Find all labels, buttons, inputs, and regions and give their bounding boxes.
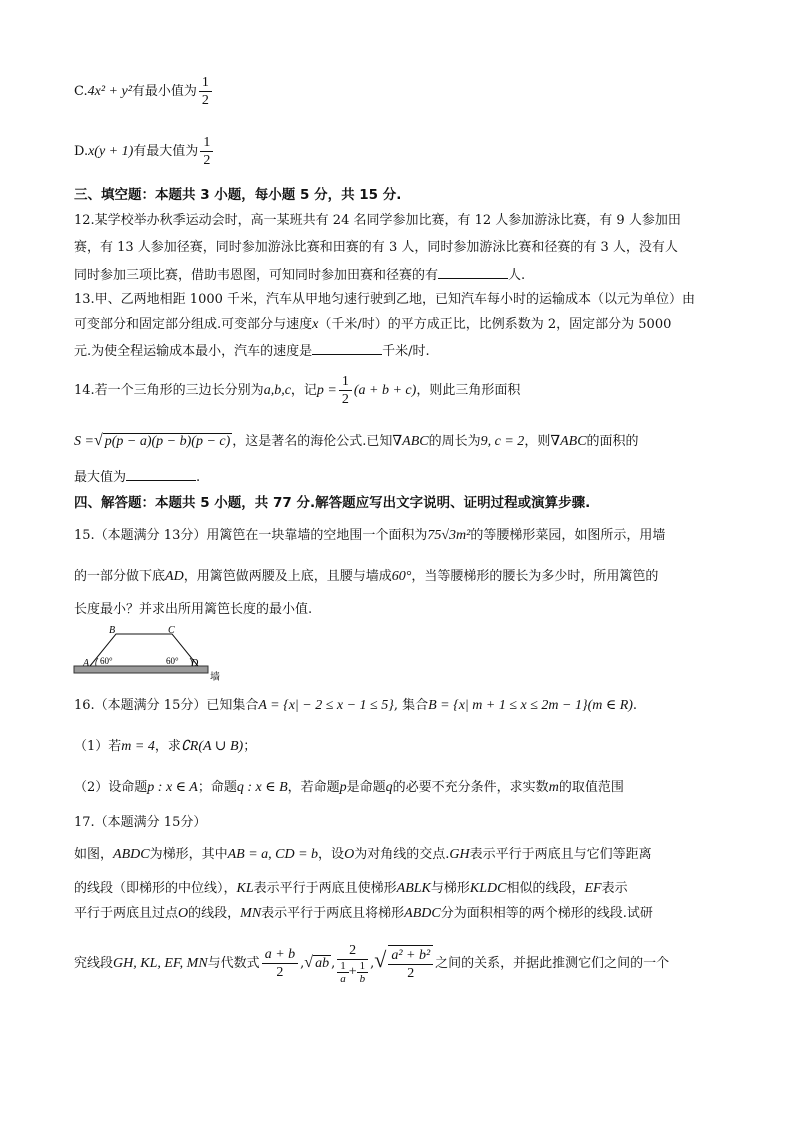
q12-line3: 同时参加三项比赛，借助韦恩图，可知同时参加田赛和径赛的有 人. bbox=[74, 268, 526, 283]
section-4-title: 四、解答题：本题共 5 小题，共 77 分.解答题应写出文字说明、证明过程或演算步骤. bbox=[74, 495, 591, 511]
label-angle-a: 60° bbox=[100, 656, 113, 666]
heron-radicand: p(p − a)(p − b)(p − c) bbox=[104, 434, 231, 449]
q14-line1: 14.若一个三角形的三边长分别为a,b,c，记p = $\frac{1}{2}$ (a + b + c)，则此三角形面积 bbox=[74, 374, 521, 407]
q17-arith-mean: $\frac{a + b}{2}$ bbox=[262, 946, 298, 981]
q15-line3: 长度最小？并求出所用篱笆长度的最小值. bbox=[74, 602, 313, 617]
q15-line2: 的一部分做下底AD，用篱笆做两腰及上底，且腰与墙成60°，当等腰梯形的腰长为多少时，所用篱笆的 bbox=[74, 569, 659, 584]
option-d-expr: x(y + 1) bbox=[88, 144, 134, 159]
q17-line2: 的线段（即梯形的中位线），KL表示平行于两底且使梯形ABLK与梯形KLDC相似的线段，EF表示 bbox=[74, 881, 628, 896]
label-a: A bbox=[83, 658, 90, 669]
q17-quad-mean: $\frac{\text{a² + b²}}{2}$ bbox=[388, 945, 433, 982]
q12-answer-blank bbox=[438, 266, 508, 279]
option-c-expr: 4x² + y² bbox=[87, 84, 132, 99]
q12-line1: 12.某学校举办秋季运动会时，高一某班共有 24 名同学参加比赛，有 12 人参加游泳比赛，有 9 人参加田 bbox=[74, 213, 681, 228]
label-c: C bbox=[168, 625, 175, 636]
wall-rect bbox=[74, 666, 208, 673]
q13-answer-blank bbox=[312, 342, 382, 355]
label-d: D bbox=[191, 658, 199, 669]
q14-line3: 最大值为 . bbox=[74, 470, 201, 485]
q17-geo-mean: ab bbox=[315, 956, 330, 971]
option-d-label: D. bbox=[74, 144, 89, 159]
q16-line1: 16.（本题满分 15分）已知集合A = {x| − 2 ≤ x − 1 ≤ 5}, 集合B = {x| m + 1 ≤ x ≤ 2m − 1}(m ∈ R). bbox=[74, 698, 638, 713]
q14-answer-blank bbox=[126, 468, 196, 481]
label-wall: 墙 bbox=[210, 672, 220, 683]
sqrt-sign: √ bbox=[374, 947, 387, 972]
sqrt-sign: √ bbox=[304, 954, 314, 971]
q14-half-fraction: $\frac{1}{2}$ bbox=[339, 373, 352, 408]
q16-part1: （1）若m = 4，求∁R(A ∪ B)； bbox=[74, 739, 257, 754]
q17-line1: 如图，ABDC为梯形，其中AB = a, CD = b，设O为对角线的交点.GH表示平行于两底且与它们等距离 bbox=[74, 847, 652, 862]
trapezoid-figure bbox=[70, 622, 230, 684]
option-c bbox=[74, 74, 214, 109]
option-d bbox=[74, 134, 215, 169]
option-c-label: C. bbox=[74, 84, 88, 99]
option-c-fraction: $\frac{1}{2}$ bbox=[199, 74, 212, 109]
option-d-text: 有最大值为 bbox=[133, 144, 199, 159]
label-angle-d: 60° bbox=[166, 656, 179, 666]
q17-header: 17.（本题满分 15分） bbox=[74, 815, 207, 830]
q17-line4: 究线段GH, KL, EF, MN与代数式 $\frac{a + b}{2}$ ,√ ab , 2 $\frac{1}{a}$ + $\frac{1}{b}$ ,√ $\frac{\text{a² + b²}}{2}$ 之间的关系，并据此推测它们之间的一个 bbox=[74, 943, 670, 985]
q15-line1: 15.（本题满分 13分）用篱笆在一块靠墙的空地围一个面积为75√3m²的等腰梯形菜园，如图所示，用墙 bbox=[74, 528, 666, 543]
section-3-title: 三、填空题：本题共 3 小题，每小题 5 分，共 15 分. bbox=[74, 187, 402, 203]
q16-part2: （2）设命题p : x ∈ A；命题q : x ∈ B，若命题p是命题q的必要不充分条件，求实数m的取值范围 bbox=[74, 780, 624, 795]
sqrt-sign: √ bbox=[93, 432, 103, 449]
q14-line2: S =√ p(p − a)(p − b)(p − c) ，这是著名的海伦公式.已知∇ABC的周长为9, c = 2，则∇ABC的面积的 bbox=[74, 432, 639, 449]
q13-line1: 13.甲、乙两地相距 1000 千米，汽车从甲地匀速行驶到乙地，已知汽车每小时的运输成本（以元为单位）由 bbox=[74, 292, 696, 307]
option-d-fraction: $\frac{1}{2}$ bbox=[200, 134, 213, 169]
q12-line2: 赛，有 13 人参加径赛，同时参加游泳比赛和田赛的有 3 人，同时参加游泳比赛和径赛的有 3 人，没有人 bbox=[74, 240, 678, 255]
option-c-text: 有最小值为 bbox=[131, 84, 197, 99]
q13-line2: 可变部分和固定部分组成.可变部分与速度x（千米/时）的平方成正比，比例系数为 2，固定部分为 5000 bbox=[74, 317, 672, 332]
q17-line3: 平行于两底且过点O的线段，MN表示平行于两底且将梯形ABDC分为面积相等的两个梯形的线段.试研 bbox=[74, 906, 653, 921]
q17-harmonic-mean: 2 $\frac{1}{a}$ + $\frac{1}{b}$ bbox=[337, 942, 368, 985]
label-b: B bbox=[109, 625, 116, 636]
q13-line3: 元.为使全程运输成本最小，汽车的速度是 千米/时. bbox=[74, 344, 430, 359]
